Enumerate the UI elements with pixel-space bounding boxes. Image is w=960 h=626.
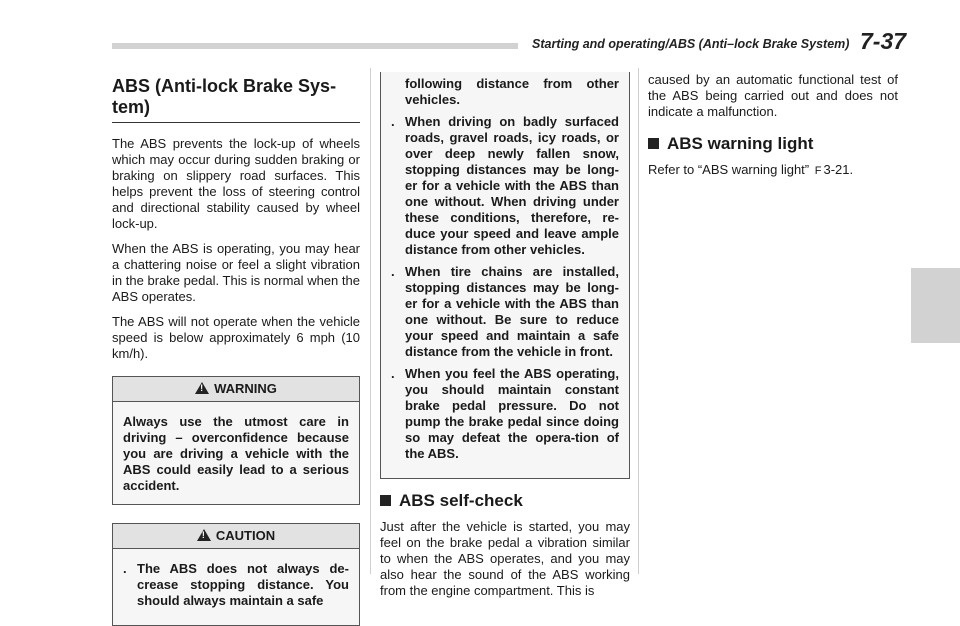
caution-bullet bbox=[391, 264, 619, 360]
square-bullet-icon bbox=[648, 138, 659, 149]
column-2 bbox=[380, 72, 630, 608]
column-3 bbox=[648, 72, 898, 188]
column-1 bbox=[112, 72, 360, 626]
warning-header bbox=[113, 377, 359, 402]
caution-bullet bbox=[123, 561, 349, 609]
header-bar bbox=[112, 43, 518, 49]
paragraph: The ABS will not operate when the vehicle speed is below approximately 6 mph (10 km/h). bbox=[112, 314, 360, 361]
bullet-dot: . bbox=[391, 114, 395, 129]
running-header-title: Starting and operating/ABS (Anti–lock Brake System) bbox=[532, 37, 850, 51]
warning-triangle-icon bbox=[195, 382, 209, 394]
square-bullet-icon bbox=[380, 495, 391, 506]
section-title: ABS (Anti-lock Brake Sys-tem) bbox=[112, 76, 360, 123]
page-reference-icon: F bbox=[814, 165, 822, 177]
warning-box bbox=[112, 376, 360, 505]
caution-bullet bbox=[391, 366, 619, 462]
bullet-dot: . bbox=[391, 366, 395, 381]
bullet-text: When you feel the ABS operating, you should maintain constant brake pedal pressure. Do not pump the brake pedal since doing so may defeat the opera-tion of the ABS. bbox=[405, 366, 619, 461]
column-divider bbox=[370, 68, 371, 574]
caution-bullet-continued bbox=[391, 76, 619, 108]
caution-body-continued bbox=[381, 72, 629, 478]
paragraph: When the ABS is operating, you may hear a chattering noise or feel a slight vibration in the brake pedal. This is normal when the ABS operates. bbox=[112, 241, 360, 304]
chapter-edge-tab bbox=[911, 268, 960, 343]
caution-header bbox=[113, 524, 359, 549]
caution-triangle-icon bbox=[197, 529, 211, 541]
bullet-text: When driving on badly surfaced roads, gravel roads, icy roads, or over deep newly fallen snow, stopping distances may be long-er for a vehicle with the ABS than one without. When driving under these conditions, therefore, re-duce your speed and leave ample distance from other vehicles. bbox=[405, 114, 619, 257]
caution-body bbox=[113, 549, 359, 625]
reference-page: 3-21. bbox=[823, 162, 854, 177]
warning-text: Always use the utmost care in driving – overconfidence because you are driving a vehicle with the ABS could easily lead to a serious accident. bbox=[113, 402, 359, 504]
paragraph: Just after the vehicle is started, you may feel on the brake pedal a vibration similar to when the ABS operates, and you may also hear the sound of the ABS working from the engine compartment. This is bbox=[380, 519, 630, 598]
caution-bullet bbox=[391, 114, 619, 258]
bullet-text: When tire chains are installed, stopping distances may be long-er for a vehicle with the ABS than one without. Be sure to reduce your speed and maintain a safe distance from the vehicle in front. bbox=[405, 264, 619, 359]
cross-reference[interactable]: Refer to “ABS warning light” F 3-21. bbox=[648, 162, 854, 177]
warning-label: WARNING bbox=[214, 381, 277, 396]
subsection-heading: ABS warning light bbox=[648, 134, 898, 154]
caution-box-continued bbox=[380, 72, 630, 479]
bullet-text: following distance from other vehicles. bbox=[405, 76, 619, 107]
bullet-dot: . bbox=[123, 561, 127, 576]
subsection-heading: ABS self-check bbox=[380, 491, 630, 511]
column-divider bbox=[638, 68, 639, 574]
bullet-dot: . bbox=[391, 264, 395, 279]
paragraph: caused by an automatic functional test of the ABS being carried out and does not indicate a malfunction. bbox=[648, 72, 898, 119]
caution-label: CAUTION bbox=[215, 528, 276, 543]
page-number: 7-37 bbox=[860, 28, 907, 54]
bullet-text: The ABS does not always de-crease stopping distance. You should always maintain a safe bbox=[137, 561, 349, 608]
paragraph: The ABS prevents the lock-up of wheels which may occur during sudden braking or braking on slippery road surfaces. This helps prevent the loss of steering control and directional stability caused by wheel lock-up. bbox=[112, 136, 360, 231]
